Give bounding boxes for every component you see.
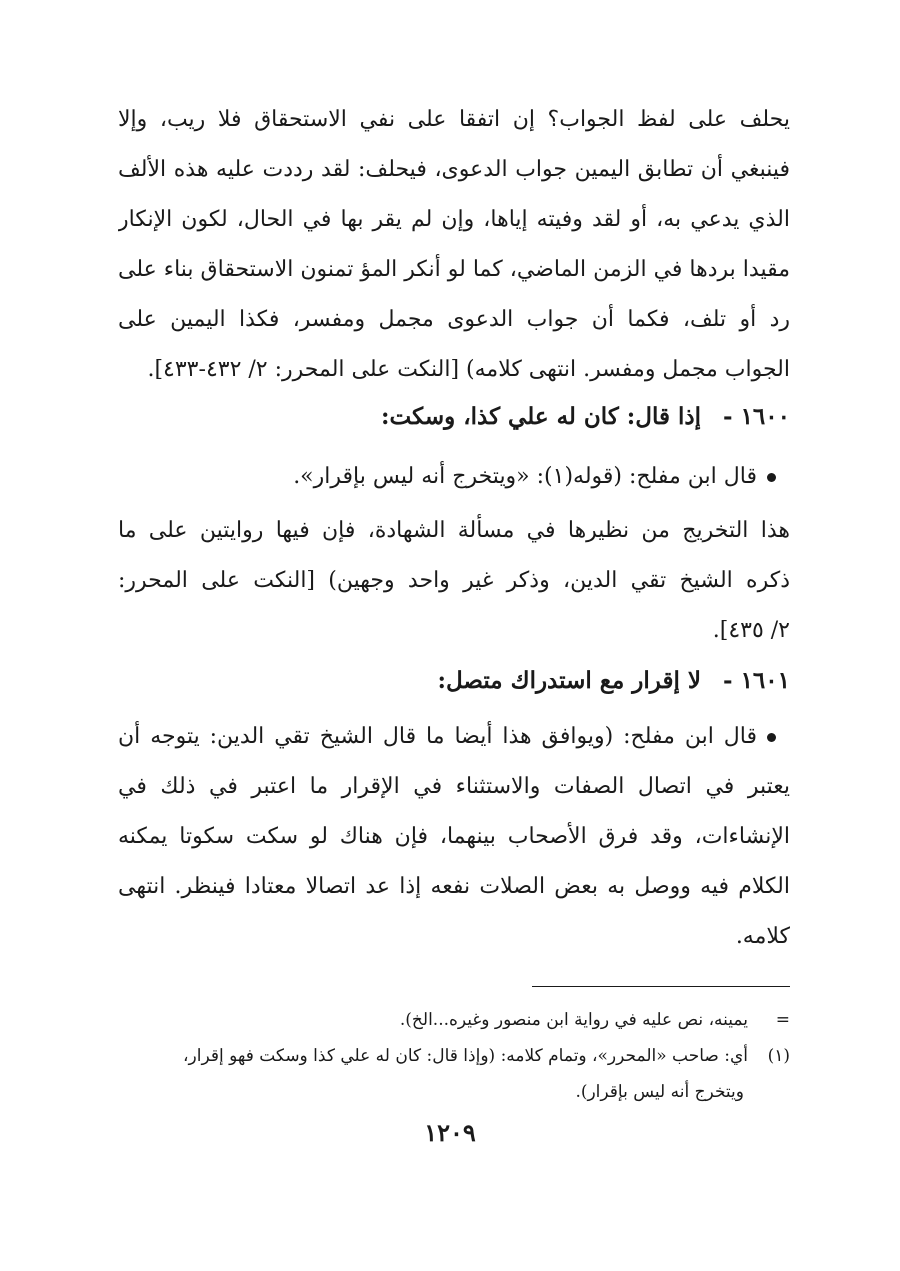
- text-line: الإنشاءات، وقد فرق الأصحاب بينهما، فإن هناك لو سكت سكوتا يمكنه: [118, 824, 790, 849]
- section-heading: [118, 392, 790, 442]
- footnote-1-continued: ويتخرج أنه ليس بإقرار).: [575, 1082, 744, 1102]
- footnote-mark: (١): [767, 1046, 790, 1066]
- footnote-divider: [532, 986, 790, 987]
- bullet-item: [118, 452, 790, 502]
- section-1600-body: [118, 506, 790, 656]
- text-line: الكلام فيه ووصل به بعض الصلات نفعه إذا عد اتصالا معتادا فينظر. انتهى: [118, 874, 790, 899]
- footnotes: [118, 1002, 790, 1110]
- section-1601-body: [118, 712, 790, 962]
- text-line: كلامه.: [735, 924, 790, 949]
- bullet-text: قال ابن مفلح: (ويوافق هذا أيضا ما قال الشيخ تقي الدين: يتوجه أن: [118, 724, 757, 749]
- text-line: الجواب مجمل ومفسر. انتهى كلامه) [النكت على المحرر: ٢/ ٤٣٢-٤٣٣].: [147, 357, 790, 382]
- footnote-mark: =: [775, 1010, 790, 1030]
- text-line: ٢/ ٤٣٥].: [712, 618, 790, 643]
- text-line: [118, 712, 790, 762]
- text-line: رد أو تلف، فكما أن جواب الدعوى مجمل ومفسر، فكذا اليمين على: [118, 307, 790, 332]
- paragraph-continuation: [118, 95, 790, 395]
- footnote-continuation: [118, 1002, 790, 1038]
- page-number: ١٢٠٩: [424, 1118, 476, 1147]
- text-line: مقيدا بردها في الزمن الماضي، كما لو أنكر المؤ تمنون الاستحقاق بناء على: [118, 257, 790, 282]
- bullet-dot-icon: [767, 733, 776, 742]
- text-line: ذكره الشيخ تقي الدين، وذكر غير واحد وجهين) [النكت على المحرر:: [118, 568, 790, 593]
- section-1601: [118, 656, 790, 706]
- section-1600-quote: [118, 452, 790, 502]
- section-title: إذا قال: كان له علي كذا، وسكت:: [381, 403, 702, 430]
- text-line: يحلف على لفظ الجواب؟ إن اتفقا على نفي الاستحقاق فلا ريب، وإلا: [118, 107, 790, 132]
- footnote-text: أي: صاحب «المحرر»، وتمام كلامه: (وإذا قال: كان له علي كذا وسكت فهو إقرار،: [183, 1046, 748, 1066]
- section-number: ١٦٠١ -: [723, 667, 790, 694]
- section-title: لا إقرار مع استدراك متصل:: [437, 667, 702, 694]
- text-line: الذي يدعي به، أو لقد وفيته إياها، وإن لم يقر بها في الحال، لكون الإنكار: [118, 207, 790, 232]
- text-line: هذا التخريج من نظيرها في مسألة الشهادة، فإن فيها روايتين على ما: [118, 518, 790, 543]
- text-line: فينبغي أن تطابق اليمين جواب الدعوى، فيحلف: لقد رددت عليه هذه الألف: [118, 157, 790, 182]
- bullet-dot-icon: [767, 473, 776, 482]
- section-1600: [118, 392, 790, 442]
- bullet-text: قال ابن مفلح: (قوله(١): «ويتخرج أنه ليس بإقرار».: [293, 464, 757, 489]
- text-line: يعتبر في اتصال الصفات والاستثناء في الإقرار ما اعتبر في ذلك في: [118, 774, 790, 799]
- footnote-1: [118, 1038, 790, 1074]
- section-number: ١٦٠٠ -: [723, 403, 790, 430]
- section-heading: [118, 656, 790, 706]
- footnote-text: يمينه، نص عليه في رواية ابن منصور وغيره...الخ).: [399, 1010, 748, 1030]
